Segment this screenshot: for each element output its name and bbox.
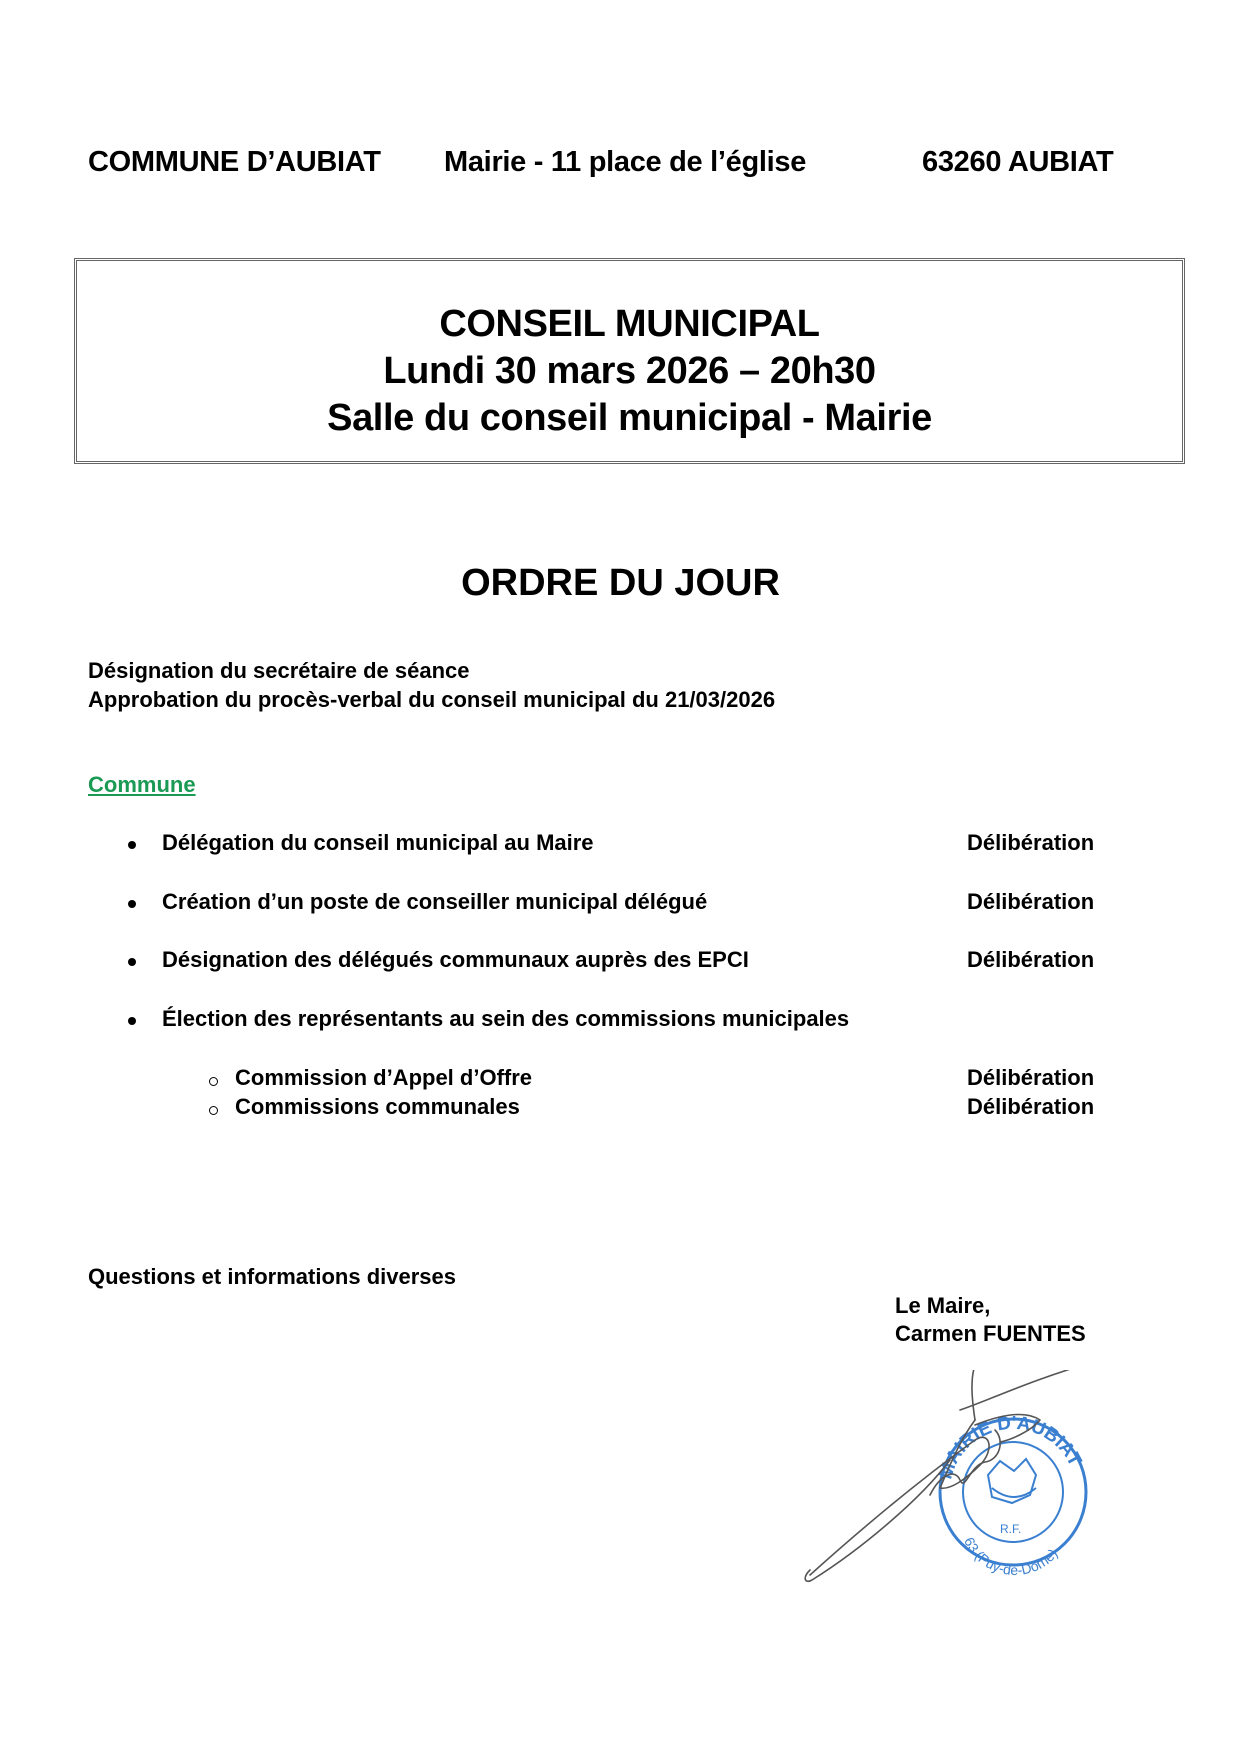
agenda-item-type: Délibération [967, 889, 1095, 914]
agenda-item: Désignation des délégués communaux auprès des EPCI [162, 947, 749, 972]
mairie-address: Mairie - 11 place de l’église [444, 146, 807, 178]
agenda-title: ORDRE DU JOUR [461, 562, 780, 604]
meeting-location: Salle du conseil municipal - Mairie [327, 397, 932, 439]
agenda-item: Élection des représentants au sein des commissions municipales [162, 1006, 850, 1031]
bullet-icon [128, 1017, 136, 1025]
seal-and-signature [800, 1370, 1120, 1600]
commune-name: COMMUNE D’AUBIAT [88, 146, 381, 178]
svg-text:R.F.: R.F. [1000, 1522, 1022, 1536]
circle-bullet-icon [209, 1106, 218, 1115]
agenda-subitem-type: Délibération [967, 1094, 1095, 1119]
bullet-icon [128, 958, 136, 966]
agenda-item-type: Délibération [967, 830, 1095, 855]
section-heading-commune: Commune [88, 772, 196, 797]
signature-role: Le Maire, [895, 1293, 991, 1318]
postal-code: 63260 AUBIAT [922, 146, 1114, 178]
closing-line: Questions et informations diverses [88, 1264, 456, 1289]
agenda-subitem: Commission d’Appel d’Offre [235, 1065, 533, 1090]
signature-name: Carmen FUENTES [895, 1321, 1086, 1346]
preliminary-item: Désignation du secrétaire de séance [88, 658, 470, 683]
svg-text:63 (Puy-de-Dôme): 63 (Puy-de-Dôme) [961, 1534, 1061, 1579]
bullet-icon [128, 841, 136, 849]
circle-bullet-icon [209, 1077, 218, 1086]
bullet-icon [128, 900, 136, 908]
agenda-item-type: Délibération [967, 947, 1095, 972]
agenda-item: Délégation du conseil municipal au Maire [162, 830, 594, 855]
agenda-item: Création d’un poste de conseiller municipal délégué [162, 889, 708, 914]
meeting-title: CONSEIL MUNICIPAL [439, 303, 820, 345]
meeting-date: Lundi 30 mars 2026 – 20h30 [383, 350, 876, 392]
preliminary-item: Approbation du procès-verbal du conseil municipal du 21/03/2026 [88, 687, 776, 712]
agenda-subitem: Commissions communales [235, 1094, 520, 1119]
seal-icon [800, 1370, 1120, 1600]
svg-text:MAIRIE D'AUBIAT: MAIRIE D'AUBIAT [935, 1412, 1086, 1482]
agenda-subitem-type: Délibération [967, 1065, 1095, 1090]
